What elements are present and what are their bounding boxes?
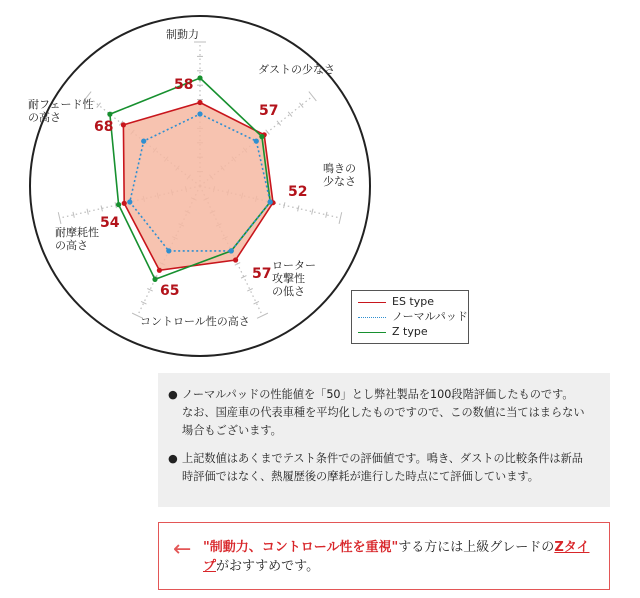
data-point-normal-pad	[166, 248, 171, 253]
data-point-z-type	[197, 75, 202, 80]
legend-label-normal-pad: ノーマルパッド	[392, 310, 468, 323]
value-label: 54	[100, 215, 120, 231]
bullet-icon: ●	[168, 452, 178, 465]
axis-label: 制動力	[166, 28, 199, 41]
axis-label: 少なさ	[323, 175, 356, 188]
data-point-z-type	[116, 202, 121, 207]
recommendation-middle: する方には上級グレードの	[398, 540, 555, 555]
legend-item-es-type	[358, 295, 434, 309]
data-point-es-type	[157, 268, 162, 273]
recommendation-highlight: "制動力、コントロール性を重視"	[203, 540, 399, 555]
legend-label-z-type: Z type	[392, 325, 428, 338]
axis-label: ローター	[272, 259, 316, 272]
recommendation-end: がおすすめです。	[216, 559, 320, 574]
data-point-es-type	[197, 100, 202, 105]
legend-swatch-z-type	[358, 332, 386, 333]
data-point-z-type	[107, 112, 112, 117]
notes-box	[158, 373, 610, 507]
value-label: 52	[288, 184, 308, 200]
data-point-normal-pad	[141, 139, 146, 144]
value-label: 58	[174, 77, 194, 93]
data-point-es-type	[122, 201, 127, 206]
data-point-z-type	[259, 134, 264, 139]
legend-item-z-type	[358, 325, 428, 339]
data-point-normal-pad	[268, 199, 273, 204]
legend-swatch-es-type	[358, 302, 386, 303]
arrow-left-icon: ←	[173, 537, 192, 562]
axis-label: 鳴きの	[323, 162, 356, 175]
data-point-normal-pad	[197, 111, 202, 116]
axis-label: ダストの少なさ	[258, 63, 335, 76]
note-2-line-1: 上記数値はあくまでテスト条件での評価値です。鳴き、ダストの比較条件は新品	[182, 452, 583, 465]
data-point-normal-pad	[127, 199, 132, 204]
axis-label: の低さ	[272, 285, 305, 298]
axis-label: 攻撃性	[272, 272, 305, 285]
note-1-line-3: 場合もございます。	[182, 424, 282, 437]
axis-label: の高さ	[55, 239, 88, 252]
recommendation-text	[203, 538, 599, 576]
legend-item-normal-pad	[358, 310, 468, 324]
legend-swatch-normal-pad	[358, 317, 386, 318]
value-label: 57	[259, 103, 279, 119]
z-type-link[interactable]: Zタイプ	[203, 540, 590, 574]
value-label: 68	[94, 119, 114, 135]
axis-label: 耐フェード性	[28, 98, 94, 111]
radar-chart	[0, 0, 380, 362]
note-1-line-1: ノーマルパッドの性能値を「50」とし弊社製品を100段階評価したものです。	[182, 388, 574, 401]
recommendation-box	[158, 522, 610, 590]
note-1-line-2: なお、国産車の代表車種を平均化したものですので、この数値に当てはまらない	[182, 406, 585, 419]
axis-label: コントロール性の高さ	[140, 315, 250, 328]
data-point-es-type	[121, 122, 126, 127]
data-point-z-type	[152, 277, 157, 282]
axis-label: の高さ	[28, 111, 61, 124]
chart-legend	[351, 290, 469, 344]
note-2-line-2: 時評価ではなく、熱履歴後の摩耗が進行した時点にて評価しています。	[182, 470, 539, 483]
note-1	[168, 386, 585, 440]
note-2	[168, 450, 583, 486]
data-point-es-type	[233, 257, 238, 262]
value-label: 65	[160, 283, 180, 299]
data-point-normal-pad	[229, 248, 234, 253]
value-label: 57	[252, 266, 272, 282]
data-point-normal-pad	[254, 139, 259, 144]
axis-label: 耐摩耗性	[55, 226, 99, 239]
legend-label-es-type: ES type	[392, 295, 435, 308]
bullet-icon: ●	[168, 388, 178, 401]
